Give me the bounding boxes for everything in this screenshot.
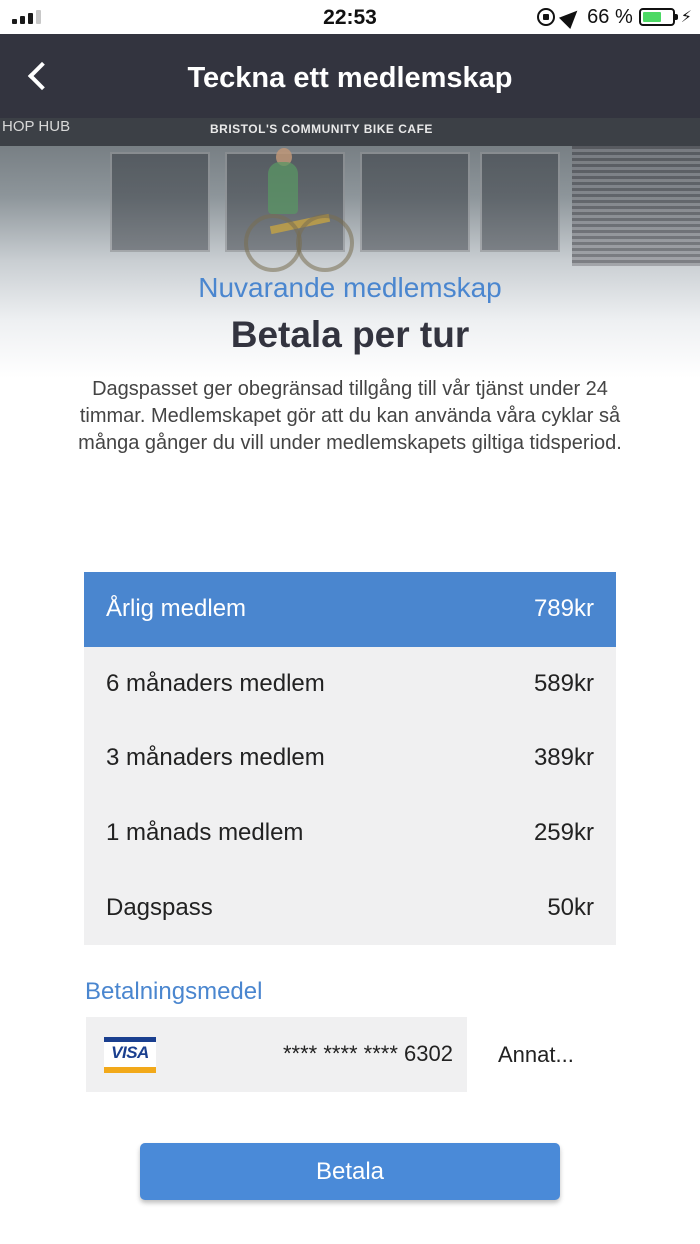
hub-sign-text: HOP HUB bbox=[2, 118, 71, 135]
plan-row-6-months[interactable] bbox=[84, 647, 616, 722]
visa-logo-text: VISA bbox=[111, 1043, 149, 1062]
plan-name: Årlig medlem bbox=[106, 595, 247, 623]
plan-price: 389kr bbox=[533, 744, 594, 772]
payment-method-heading: Betalningsmedel bbox=[85, 978, 263, 1005]
cyclist bbox=[268, 162, 298, 214]
shop-window bbox=[360, 152, 470, 252]
shop-window bbox=[480, 152, 560, 252]
membership-description: Dagspasset ger obegränsad tillgång till vår tjänst under 24 timmar. Medlemskapet gör att du kan använda våra cyklar så många gånger du vill under medlemskapets giltiga tidsperiod. bbox=[78, 378, 622, 454]
status-bar bbox=[0, 0, 700, 34]
nav-bar bbox=[0, 34, 700, 118]
plan-name: 1 månads medlem bbox=[106, 819, 304, 847]
plan-name: Dagspass bbox=[106, 893, 213, 921]
plan-price: 789kr bbox=[533, 595, 594, 623]
plan-price: 50kr bbox=[547, 893, 594, 921]
current-membership-plan: Betala per tur bbox=[230, 314, 470, 355]
other-payment-link[interactable]: Annat... bbox=[498, 1042, 574, 1067]
page-title: Teckna ett medlemskap bbox=[187, 62, 513, 94]
plan-list bbox=[84, 572, 616, 945]
plan-row-yearly[interactable] bbox=[84, 572, 616, 647]
plan-price: 589kr bbox=[533, 669, 594, 697]
status-right bbox=[537, 6, 692, 28]
plan-price: 259kr bbox=[533, 819, 594, 847]
bike-wheel bbox=[244, 214, 302, 272]
cafe-sign-text: BRISTOL'S COMMUNITY BIKE CAFE bbox=[210, 122, 433, 136]
status-time: 22:53 bbox=[323, 6, 377, 29]
location-arrow-icon bbox=[559, 5, 583, 29]
plan-row-day-pass[interactable] bbox=[84, 870, 616, 945]
plan-row-1-month[interactable] bbox=[84, 796, 616, 871]
storefront-sign bbox=[0, 118, 700, 146]
payment-card-option[interactable] bbox=[86, 1017, 467, 1092]
card-number: **** **** **** 6302 bbox=[282, 1041, 453, 1066]
plan-name: 3 månaders medlem bbox=[106, 744, 325, 772]
pay-button[interactable]: Betala bbox=[140, 1143, 560, 1200]
shop-window bbox=[110, 152, 210, 252]
visa-logo-icon bbox=[104, 1037, 156, 1073]
shop-shutter bbox=[572, 146, 700, 266]
charging-bolt-icon: ⚡ bbox=[680, 9, 692, 26]
bike-wheel bbox=[296, 214, 354, 272]
current-membership-label: Nuvarande medlemskap bbox=[198, 272, 502, 303]
plan-name: 6 månaders medlem bbox=[106, 669, 325, 697]
battery-icon bbox=[639, 8, 675, 26]
orientation-lock-icon bbox=[537, 8, 555, 26]
current-membership bbox=[0, 270, 700, 356]
plan-row-3-months[interactable] bbox=[84, 721, 616, 796]
battery-percent: 66 % bbox=[587, 5, 633, 28]
